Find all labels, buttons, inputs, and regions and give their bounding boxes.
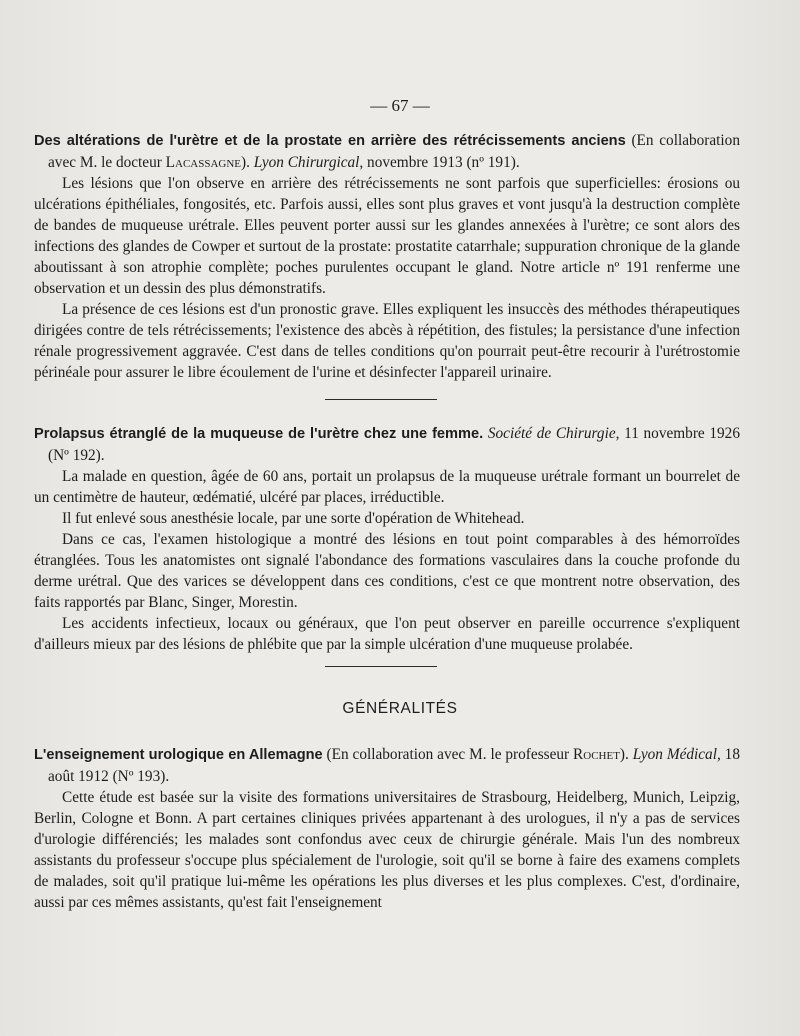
entry-title: Prolapsus étranglé de la muqueuse de l'urètre chez une femme. [34,426,484,442]
bibliography-entry [34,423,740,655]
entry-journal: Lyon Chirurgical, [253,154,364,171]
entry-paragraph: Les accidents infectieux, locaux ou généraux, que l'on peut observer en pareille occurrence s'expliquent d'ailleurs mieux par des lésions de phlébite que par la simple ulcération d'une muqueuse prolabée. [34,615,740,653]
page-number: — 67 — [370,96,430,115]
bibliography-entry [34,744,740,913]
entry-meta-suffix: novembre 1913 (nº 191). [363,154,520,171]
entry-meta-middle: ). [619,746,633,763]
entry-journal: Société de Chirurgie, [487,425,620,442]
entry-meta-middle: ). [241,154,254,171]
entry-paragraph: La malade en question, âgée de 60 ans, portait un prolapsus de la muqueuse urétrale formant un bourrelet de un centimètre de hauteur, œdématié, ulcéré par places, irréductible. [34,468,740,506]
entry-meta-suffix: 18 août 1912 (Nº 193). [48,746,740,785]
entry-meta-prefix: (En collaboration avec M. le docteur [48,132,740,171]
entry-title: Des altérations de l'urètre et de la prostate en arrière des rétrécissements anciens [34,133,626,149]
entry-heading [34,423,740,466]
entry-title: L'enseignement urologique en Allemagne [34,747,323,763]
entry-paragraph: La présence de ces lésions est d'un pronostic grave. Elles expliquent les insuccès des méthodes thérapeutiques dirigées contre de tels rétrécissements; l'existence des abcès à répétition, des fistules; la persistance d'une infection rénale progressivement aggravée. C'est dans de telles conditions qu'on pourrait peut-être recourir à l'urétrostomie périnéale pour assurer le libre écoulement de l'urine et désinfecter l'appareil urinaire. [34,301,740,381]
section-title: GÉNÉRALITÉS [342,700,458,717]
entry-meta-prefix: (En collaboration avec M. le professeur [322,746,574,763]
entry-paragraph: Dans ce cas, l'examen histologique a montré des lésions en tout point comparables à des hémorroïdes étranglées. Tous les anatomistes ont signalé l'abondance des formations vasculaires dans la couche profonde du derme urétral. Que des varices se développent dans ces conditions, c'est ce que montrent notre observation, des faits rapportés par Blanc, Singer, Morestin. [34,531,740,611]
entry-meta-suffix: 11 novembre 1926 (Nº 192). [48,425,740,464]
separator-rule [325,399,437,400]
entry-coauthor: Lacassagne [165,154,242,171]
bibliography-entry [34,130,740,383]
entry-heading [34,744,740,787]
entry-paragraph: Il fut enlevé sous anesthésie locale, par une sorte d'opération de Whitehead. [62,510,525,527]
entry-paragraph: Cette étude est basée sur la visite des formations universitaires de Strasbourg, Heidelberg, Munich, Leipzig, Berlin, Cologne et Bonn. A part certaines cliniques privées appartenant à des urologues, il n'y a pas de services d'urologie différenciés; les malades sont confondus avec ceux de chirurgie générale. Mais l'un des nombreux assistants du professeur s'occupe plus spécialement de l'urologie, soit qu'il se borne à faire des examens complets de malades, soit qu'il pratique lui-même les opérations les plus diverses et les plus complexes. C'est, d'ordinaire, aussi par ces mêmes assistants, qu'est fait l'enseignement [34,789,740,911]
entry-journal: Lyon Médical, [632,746,721,763]
entry-heading [34,130,740,173]
entry-coauthor: Rochet [573,746,620,763]
separator-rule [325,666,437,667]
entry-paragraph: Les lésions que l'on observe en arrière des rétrécissements ne sont parfois que superficielles: érosions ou ulcérations épithéliales, fongosités, etc. Parfois aussi, elles sont plus graves et vont jusqu'à la destruction complète de bandes de muqueuse urétrale. Elles peuvent porter aussi sur les glandes annexées à l'urètre; ce sont alors des infections des glandes de Cowper et surtout de la prostate: prostatite catarrhale; suppuration chronique de la glande aboutissant à son atrophie complète; poches purulentes occupant le gland. Notre article nº 191 renferme une observation et un dessin des plus démonstratifs. [34,175,740,297]
